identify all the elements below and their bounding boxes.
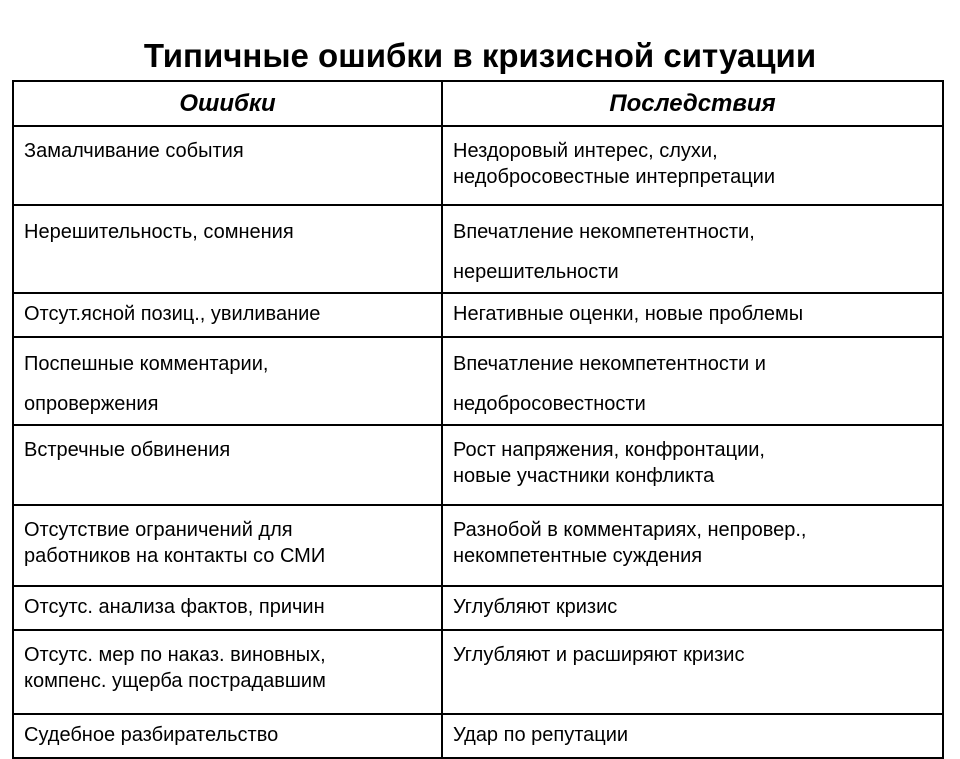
consequence-text-line: Впечатление некомпетентности и bbox=[453, 353, 766, 375]
error-text-line: Отсутс. мер по наказ. виновных, bbox=[24, 644, 326, 666]
table-row bbox=[13, 586, 943, 630]
error-text-line: Отсутствие ограничений для bbox=[24, 519, 293, 541]
consequence-text-line: Рост напряжения, конфронтации, bbox=[453, 439, 765, 461]
error-cell bbox=[13, 586, 442, 630]
consequence-cell bbox=[442, 714, 943, 758]
error-cell bbox=[13, 505, 442, 586]
table-row bbox=[13, 205, 943, 293]
consequence-cell bbox=[442, 630, 943, 714]
consequence-text-line: Удар по репутации bbox=[453, 724, 629, 746]
consequence-text-line: Впечатление некомпетентности, bbox=[453, 221, 755, 243]
table-row bbox=[13, 425, 943, 505]
consequence-cell bbox=[442, 126, 943, 205]
consequence-text-line: Углубляют кризис bbox=[453, 596, 618, 618]
consequence-cell bbox=[442, 586, 943, 630]
table-row bbox=[13, 505, 943, 586]
error-cell bbox=[13, 293, 442, 337]
header-errors: Ошибки bbox=[13, 81, 442, 126]
table-row bbox=[13, 630, 943, 714]
consequence-cell bbox=[442, 337, 943, 425]
table-header-row bbox=[13, 81, 943, 126]
error-text-line: Нерешительность, сомнения bbox=[24, 221, 294, 243]
error-text-line: Судебное разбирательство bbox=[24, 724, 279, 746]
consequence-cell bbox=[442, 425, 943, 505]
table-row bbox=[13, 337, 943, 425]
consequence-cell bbox=[442, 205, 943, 293]
table-row bbox=[13, 293, 943, 337]
table-row bbox=[13, 714, 943, 758]
consequence-text-line: недобросовестные интерпретации bbox=[453, 166, 776, 188]
error-text-line: работников на контакты со СМИ bbox=[24, 545, 326, 567]
error-cell bbox=[13, 630, 442, 714]
error-cell bbox=[13, 425, 442, 505]
consequence-text-line: Разнобой в комментариях, непровер., bbox=[453, 519, 807, 541]
error-cell bbox=[13, 205, 442, 293]
error-text-line: Встречные обвинения bbox=[24, 439, 231, 461]
slide-title: Типичные ошибки в кризисной ситуации bbox=[143, 37, 817, 74]
consequence-cell bbox=[442, 505, 943, 586]
consequence-text-line: Негативные оценки, новые проблемы bbox=[453, 303, 804, 325]
consequence-text-line: недобросовестности bbox=[453, 393, 646, 415]
consequence-text-line: нерешительности bbox=[453, 261, 619, 283]
error-text-line: опровержения bbox=[24, 393, 159, 415]
consequence-text-line: новые участники конфликта bbox=[453, 465, 715, 487]
consequence-cell bbox=[442, 293, 943, 337]
consequence-text-line: Углубляют и расширяют кризис bbox=[453, 644, 745, 666]
error-text-line: компенс. ущерба пострадавшим bbox=[24, 670, 326, 692]
error-text-line: Отсутс. анализа фактов, причин bbox=[24, 596, 325, 618]
error-cell bbox=[13, 126, 442, 205]
error-text-line: Замалчивание события bbox=[24, 140, 244, 162]
table-row bbox=[13, 126, 943, 205]
error-cell bbox=[13, 714, 442, 758]
header-consequences: Последствия bbox=[442, 81, 943, 126]
crisis-errors-table bbox=[12, 80, 944, 759]
error-cell bbox=[13, 337, 442, 425]
error-text-line: Отсут.ясной позиц., увиливание bbox=[24, 303, 321, 325]
consequence-text-line: некомпетентные суждения bbox=[453, 545, 703, 567]
error-text-line: Поспешные комментарии, bbox=[24, 353, 269, 375]
consequence-text-line: Нездоровый интерес, слухи, bbox=[453, 140, 718, 162]
